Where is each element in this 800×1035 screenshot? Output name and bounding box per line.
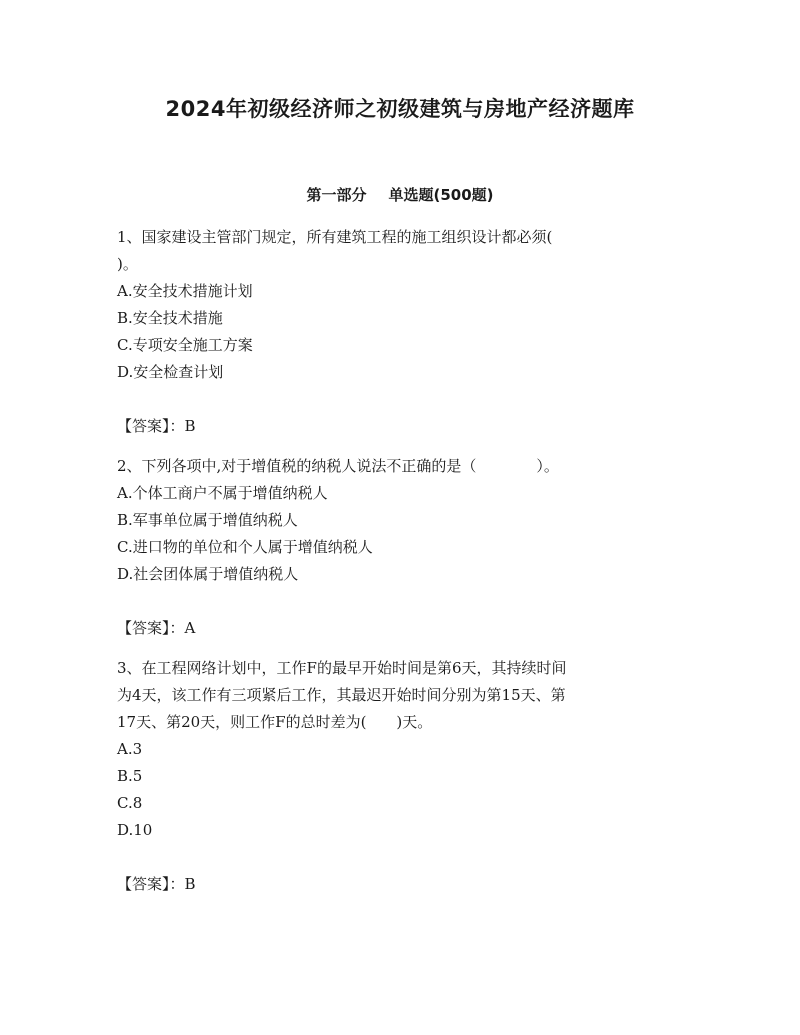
answer-label: 【答案】：B (117, 875, 196, 893)
option-d: D.10 (117, 821, 153, 839)
section-subtitle: 单选题(500题) (388, 186, 494, 204)
question-text-line: )。 (117, 255, 138, 273)
option-c: C.进口物的单位和个人属于增值纳税人 (117, 538, 373, 556)
option-a: A.安全技术措施计划 (117, 282, 253, 300)
option-a: A.个体工商户不属于增值纳税人 (117, 484, 328, 502)
option-c: C.专项安全施工方案 (117, 336, 253, 354)
question-3 (117, 655, 687, 898)
answer-label: 【答案】：A (117, 619, 196, 637)
option-d: D.安全检查计划 (117, 363, 224, 381)
question-2 (117, 453, 687, 642)
question-text-line: 2、下列各项中,对于增值税的纳税人说法不正确的是（ ）。 (117, 457, 559, 475)
question-text-line: 3、在工程网络计划中，工作F的最早开始时间是第6天，其持续时间 (117, 659, 567, 677)
section-heading (0, 184, 800, 206)
section-title: 第一部分 (306, 186, 367, 204)
question-text-line: 1、国家建设主管部门规定，所有建筑工程的施工组织设计都必须( (117, 228, 553, 246)
question-1 (117, 224, 687, 440)
option-b: B.军事单位属于增值纳税人 (117, 511, 298, 529)
question-text-line: 17天、第20天，则工作F的总时差为( )天。 (117, 713, 433, 731)
option-a: A.3 (117, 740, 143, 758)
question-text-line: 为4天，该工作有三项紧后工作，其最迟开始时间分别为第15天、第 (117, 686, 566, 704)
document-title: 2024年初级经济师之初级建筑与房地产经济题库 (165, 97, 635, 121)
question-list (117, 224, 687, 898)
answer-label: 【答案】：B (117, 417, 196, 435)
option-b: B.5 (117, 767, 143, 785)
option-b: B.安全技术措施 (117, 309, 223, 327)
option-c: C.8 (117, 794, 143, 812)
option-d: D.社会团体属于增值纳税人 (117, 565, 299, 583)
